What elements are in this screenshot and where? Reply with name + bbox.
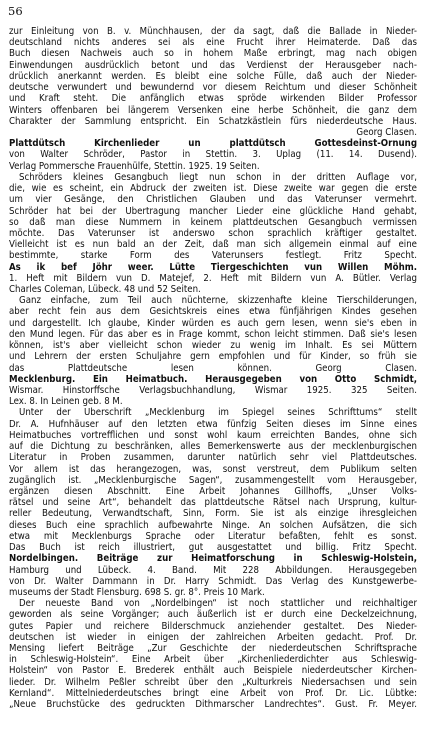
text-line: aber recht fein aus dem Gesichtskreis eines etwa fünfjährigen Kindes gesehen <box>9 306 417 318</box>
text-line: Charles Coleman, Lübeck. 48 und 52 Seiten. <box>9 284 201 296</box>
text-line: dieses Buch eine sprachlich aufbewahrte Ninge. An solchen Aufsätzen, die sich <box>9 519 417 531</box>
text-line: Buch diesen Nachweis auch so in hohem Maße erbringt, mag nach obigen <box>9 48 417 60</box>
review-heading-line: Plattdütsch Kirchenlieder un plattdütsch Gottesdeinst-Ornung <box>9 138 417 150</box>
text-line: Verlag Pommersche Frauenhülfe, Stettin. 1925. 19 Seiten. <box>9 160 260 172</box>
text-line: geworden als seine Vorgänger; auch äußerlich ist er durch eine Deckelzeichnung, <box>9 609 417 621</box>
text-line: Unter der Überschrift „Mecklenburg im Spiegel seines Schrifttums“ stellt <box>19 407 417 419</box>
text-line: Mensing liefert Beiträge „Zur Geschichte der niederdeutschen Schriftsprache <box>9 643 417 655</box>
text-line: so daß man diese Nummern in keinem plattdeutschen Gesangbuch vermissen <box>9 216 417 228</box>
text-line: ergänzen diesen Abschnitt. Eine Arbeit Johannes Gillhoffs, „Unser Volks- <box>9 485 417 497</box>
text-line: deutschland nichts anderes sei als eine Frucht ihrer Heimaterde. Daß das <box>9 37 417 49</box>
review-heading-line: Nordelbingen. Beiträge zur Heimatforschung in Schleswig-Holstein, <box>9 553 417 565</box>
text-line: rätsel und seine Art“, behandelt das plattdeutsche Rätsel nach Ursprung, kultur- <box>9 497 417 509</box>
text-line: Vielleicht ist es nun bald an der Zeit, daß man sich allgemein einmal auf eine <box>9 239 417 251</box>
text-line: das Plattdeutsche lesen können. Georg Clasen. <box>9 362 417 374</box>
text-line: deutschen ist wieder in einigen der zahlreichen Arbeiten gedacht. Prof. Dr. <box>9 631 417 643</box>
text-line: Winters offenbaren bei längerem Versenken eine herbe Schönheit, die ganz dem <box>9 104 417 116</box>
text-line: Georg Clasen. <box>356 126 417 138</box>
text-line: Holstein“ von Pastor E. Brederek enthält auch Beispiele niederdeutscher Kirchen- <box>9 665 417 677</box>
text-line: Der neueste Band von „Nordelbingen“ ist noch stattlicher und reichhaltiger <box>19 598 417 610</box>
text-line: den Mund legen. Für das aber es in Frage kommt, schon leicht stimmen. Daß sie's lesen <box>9 328 417 340</box>
text-line: Wismar. Hinstorffsche Verlagsbuchhandlung, Wismar 1925. 325 Seiten. <box>9 385 417 396</box>
text-line: Einwendungen ausdrücklich betont und das Verdienst der Herausgeber nach- <box>9 59 417 71</box>
text-line: Schröder hat bei der Übertragung mancher Lieder eine glückliche Hand gehabt, <box>9 205 417 217</box>
text-line: bestimmte, starke Form des Vaterunsers festlegt. Fritz Specht. <box>9 250 417 262</box>
review-heading-line: As ik bef Jöhr weer. Lütte Tiergeschichten vun Willen Möhm. <box>9 261 417 273</box>
text-line: Lex. 8. In Leinen geb. 8 M. <box>9 396 123 408</box>
text-line: können, ist's aber vielleicht schon wieder zu wenig im Inhalt. Es sei Müttern <box>9 340 417 352</box>
text-line: Vor allem ist das herangezogen, was, sonst verstreut, dem Publikum selten <box>9 463 417 475</box>
text-line: zur Einleitung von B. v. Münchhausen, der da sagt, daß die Ballade in Nieder- <box>9 26 417 37</box>
text-line: deutsche verwundert und bewundernd vor diesem Reichtum und dieser Schönheit <box>9 82 417 94</box>
text-line: Kernland“. Mittelniederdeutsches bringt eine Arbeit von Prof. Dr. Lic. Lübtke: <box>9 687 417 699</box>
text-line: Schröders kleines Gesangbuch liegt nun schon in der dritten Auflage vor, <box>19 171 417 183</box>
text-line: auf die Dichtung zu beschränken, alles Bemerkenswerte aus der mecklenburgischen <box>9 441 417 453</box>
text-line: Dr. A. Hufnhäuser auf den letzten etwa fünfzig Seiten dieses im Sinne eines <box>9 418 417 430</box>
text-line: etwa mit Mecklenburgs Sprache oder Literatur befaßten, fehlt es sonst. <box>9 530 417 542</box>
text-line: Das Buch ist reich illustriert, gut ausgestattet und billig. Fritz Specht. <box>9 542 417 554</box>
text-line: von Dr. Walter Dammann in Dr. Harry Schmidt. Das Verlag des Kunstgewerbe- <box>9 575 417 587</box>
text-line: und Kraft steht. Die anfänglich etwas spröde wirkenden Bilder Professor <box>9 93 417 105</box>
text-line: die, wie es scheint, ein Abdruck der zweiten ist. Diese zweite war gegen die erste <box>9 183 417 195</box>
text-line: und Lehrern der ersten Schuljahre gern empfohlen und für Kinder, so früh sie <box>9 351 417 363</box>
text-line: Hamburg und Lübeck. 4. Band. Mit 228 Abbildungen. Herausgegeben <box>9 564 417 576</box>
text-line: drücklich anerkannt werden. Es bleibt eine solche Fülle, daß auch der Nieder- <box>9 70 417 82</box>
text-line: in Schleswig-Holstein“. Eine Arbeit über „Kirchenliederdichter aus Schleswig- <box>9 654 417 666</box>
text-line: und dargestellt. Ich glaube, Kinder würden es auch gern lesen, wenn sie's eben in <box>9 317 417 329</box>
text-line: Heimatbuches vortrefflichen und sonst wohl kaum erreichten Bandes, ohne sich <box>9 429 417 441</box>
page-number: 56 <box>8 4 23 18</box>
text-line: zugänglich ist. „Mecklenburgische Sagen“, zusammengestellt vom Herausgeber, <box>9 474 417 486</box>
text-line: von Walter Schröder, Pastor in Stettin. 3. Uplag (11. 14. Dusend). <box>9 149 417 161</box>
text-line: lieder. Dr. Wilhelm Peßler schreibt über den „Kulturkreis Niedersachsen und sein <box>9 676 417 688</box>
text-column <box>9 26 417 710</box>
text-line: möchte. Das Vaterunser ist anderswo schon sprachlich kräftiger gestaltet. <box>9 227 417 239</box>
text-line: Literatur in Proben zusammen, darunter natürlich sehr viel Plattdeutsches. <box>9 452 417 464</box>
text-line: reller Bedeutung, Verwandtschaft, Sinn, Form. Sie ist als einzige ihresgleichen <box>9 508 417 520</box>
text-line: Ganz einfache, zum Teil auch nüchterne, skizzenhafte kleine Tierschilderungen, <box>19 295 417 307</box>
text-line: um vier Gesänge, den Christlichen Glauben und das Vaterunser vermehrt. <box>9 194 417 206</box>
text-line: gutes Papier und reichere Bilderschmuck anziehender gestaltet. Des Nieder- <box>9 620 417 632</box>
text-line: 1. Heft mit Bildern vun D. Matejef, 2. Heft mit Bildern vun A. Bütler. Verlag <box>9 272 417 284</box>
review-heading-line: Mecklenburg. Ein Heimatbuch. Herausgegeben von Otto Schmidt, <box>9 373 417 385</box>
text-line: „Neue Bruchstücke des gedruckten Dithmarscher Landrechtes“. Gust. Fr. Meyer. <box>9 699 417 711</box>
text-line: museums der Stadt Flensburg. 698 S. gr. 8°. Preis 10 Mark. <box>9 586 265 598</box>
text-line: Charakter der Sammlung entspricht. Ein Schatzkästlein fürs niederdeutsche Haus. <box>9 115 417 127</box>
